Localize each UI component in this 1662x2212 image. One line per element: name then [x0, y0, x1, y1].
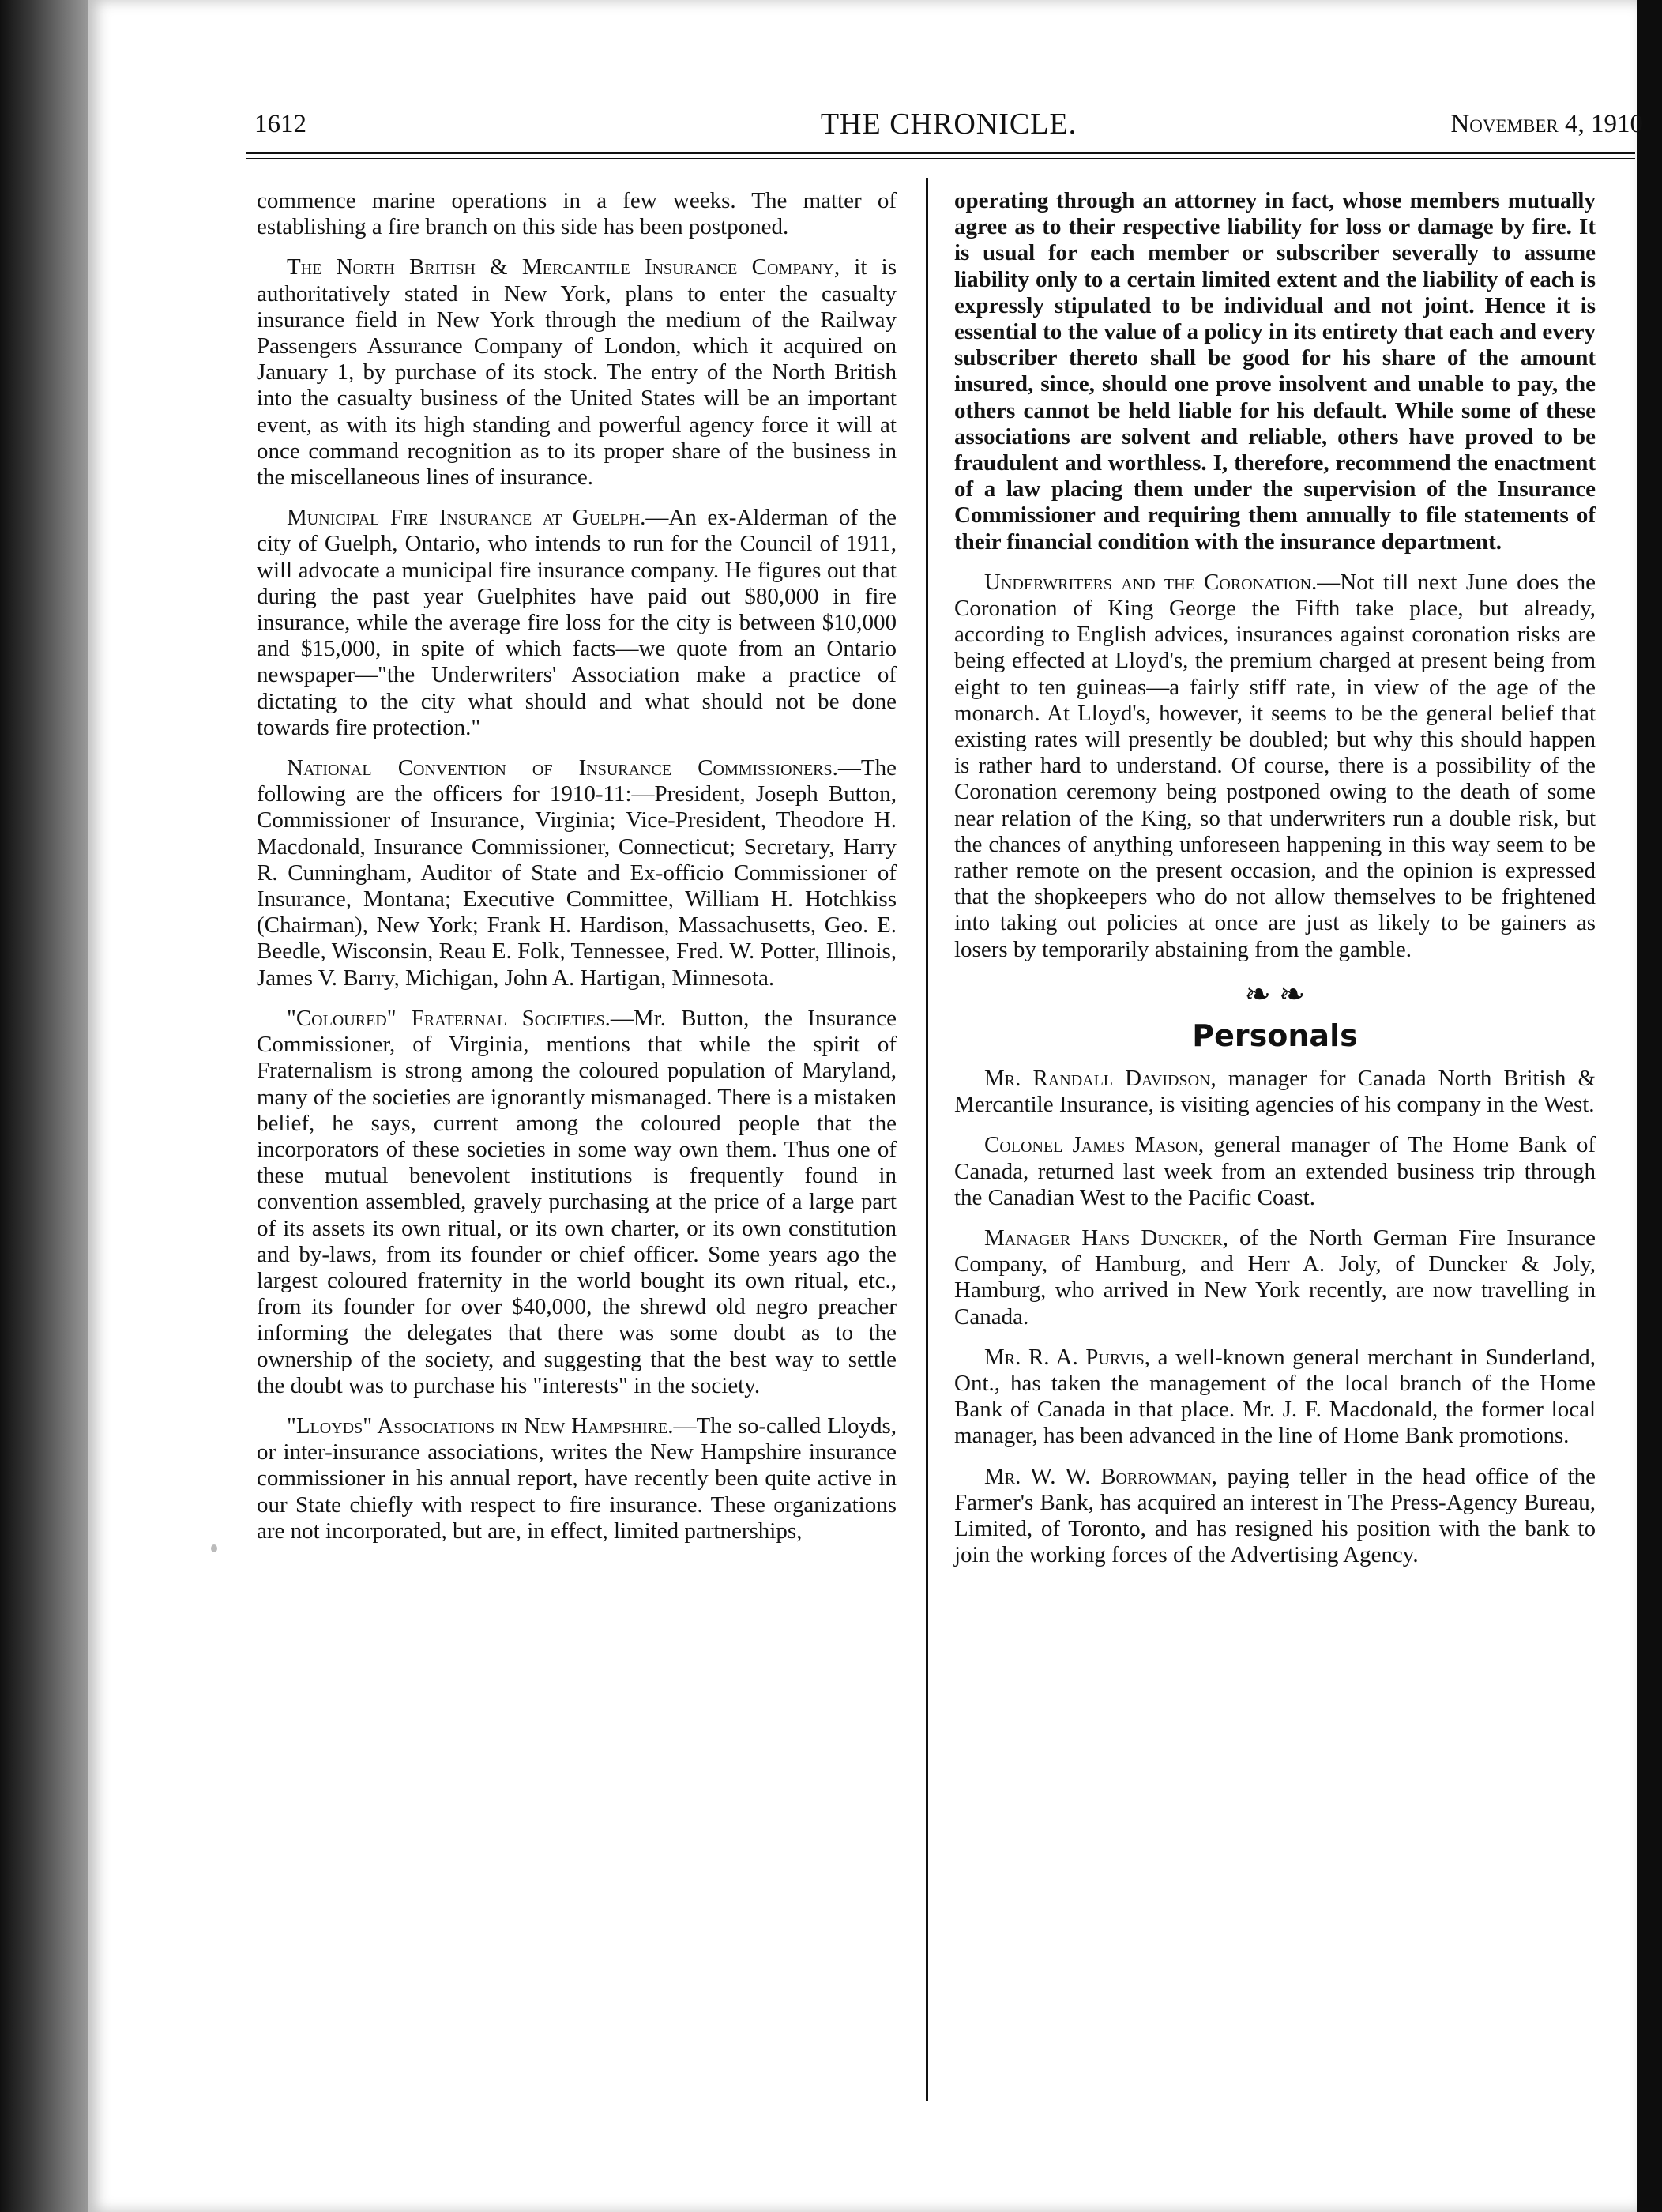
article-continuation: commence marine operations in a few weeks. The matter of establishing a fire branch on this side has been postponed.	[257, 188, 897, 240]
article-body: —The so-called Lloyds, or inter-insurance associations, writes the New Hampshire insurance commissioner in his annual report, have recently been quite active in our State chiefly with respect to fire insurance. These organizations are not incorporated, but are, in effect, limited partnerships,	[257, 1413, 897, 1544]
article-lead: Municipal Fire Insurance at Guelph.	[287, 505, 646, 531]
personal-body: general manager of The Home Bank of Canada, returned last week from an extended business trip through the Canadian West to the Pacific Coast.	[954, 1132, 1596, 1210]
paper-blemish	[211, 1544, 217, 1552]
article-body: —An ex-Alderman of the city of Guelph, Ontario, who intends to run for the Council of 1911, will advocate a municipal fire insurance company. He figures out that during the past year Guelphites have paid out $80,000 in fire insurance, while the average fire loss for the city is between $10,000 and $15,000, in spite of which facts—we quote from an Ontario newspaper—"the Underwriters' Association make a practice of dictating to the city what should and what should not be done towards fire protection."	[257, 505, 897, 740]
article-lead: "Lloyds" Associations in New Hampshire.	[287, 1413, 674, 1439]
page-header	[254, 107, 1643, 146]
article-body: it is authoritatively stated in New York, plans to enter the casualty insurance field in New York through the medium of the Railway Passengers Assurance Company of London, which it acquired on January 1, by purchase of its stock. The entry of the North British into the casualty business of the United States will be an important event, as with its high standing and powerful agency force it will at once command recognition as to its proper share of the business in the miscellaneous lines of insurance.	[257, 254, 897, 491]
article-coronation	[954, 570, 1596, 963]
article-lead: "Coloured" Fraternal Societies.	[287, 1005, 611, 1031]
left-column	[257, 188, 897, 1544]
article-body: —The following are the officers for 1910-11:—President, Joseph Button, Commissioner of Insurance, Virginia; Vice-President, Theodore H. Macdonald, Insurance Commissioner, Connecticut; Secretary, Harry R. Cunningham, Auditor of State and Ex-officio Commissioner of Insurance, Montana; Executive Committee, William H. Hotchkiss (Chairman), New York; Frank H. Hardison, Massachusetts, Geo. E. Beedle, Wisconsin, Reau E. Folk, Tennessee, Fred. W. Potter, Illinois, James V. Barry, Michigan, John A. Hartigan, Minnesota.	[257, 755, 897, 991]
personal-body: paying teller in the head office of the Farmer's Bank, has acquired an interest in The Press-Agency Bureau, Limited, of Toronto, and has resigned his position with the bank to join the working forces of the Advertising Agency.	[954, 1463, 1596, 1568]
personal-item	[954, 1345, 1596, 1450]
article-lead: National Convention of Insurance Commissioners.	[287, 755, 838, 781]
personals-heading: Personals	[1192, 1018, 1358, 1053]
personal-body: of the North German Fire Insurance Company, of Hamburg, and Herr A. Joly, of Duncker & Joly, Hamburg, who arrived in New York recently, are now travelling in Canada.	[954, 1224, 1596, 1330]
article-lloyds-associations	[257, 1413, 897, 1544]
personal-name: Manager Hans Duncker,	[984, 1224, 1228, 1251]
article-guelph	[257, 505, 897, 741]
page-number: 1612	[254, 110, 306, 138]
personal-item	[954, 1132, 1596, 1211]
section-ornament-icon: ❧ ❧	[1244, 976, 1306, 1012]
article-body: —Not till next June does the Coronation of King George the Fifth take place, but already, according to English advices, insurances against coronation risks are being effected at Lloyd's, the premium charged at present being from eight to ten guineas—a fairly stiff rate, in view of the age of the monarch. At Lloyd's, however, it seems to be the general belief that existing rates will presently be doubled; but why this should happen is rather hard to understand. Of course, there is a possibility of the Coronation ceremony being postponed owing to the death of some near relation of the King, so that underwriters run a double risk, but the chances of anything unforeseen happening in this way seem to be rather remote on the present occasion, and the opinion is expressed that the shopkeepers who do not allow themselves to be frightened into taking out policies at once are just as likely to be gainers as losers by temporarily abstaining from the gamble.	[954, 569, 1596, 962]
personal-name: Mr. W. W. Borrowman,	[984, 1463, 1217, 1489]
personal-body: manager for Canada North British & Mercantile Insurance, is visiting agencies of his company in the West.	[954, 1065, 1596, 1118]
personal-name: Colonel James Mason,	[984, 1132, 1205, 1158]
article-lead: The North British & Mercantile Insurance Company,	[287, 254, 840, 280]
article-national-convention	[257, 755, 897, 991]
article-body: —Mr. Button, the Insurance Commissioner, of Virginia, mentions that while the spirit of Fraternalism is strong among the coloured population of Maryland, many of the societies are ignorantly mismanaged. There is a mistaken belief, he says, current among the coloured people that the incorporators of these societies in some way own them. Thus one of these mutual benevolent institutions is frequently found in convention assembled, gravely purchasing at the price of a large part of its assets its own ritual, or its own charter, or its own constitution and by-laws, from its founder or chief officer. Some years ago the largest coloured fraternity in the world bought its own ritual, etc., from its founder for over $40,000, the shrewd old negro preacher informing the delegates that there was some doubt as to the ownership of the society, and suggesting that the best way to settle the doubt was to purchase his "interests" in the society.	[257, 1005, 897, 1398]
right-column	[954, 188, 1596, 1568]
header-rule	[246, 152, 1635, 154]
article-lead: Underwriters and the Coronation.	[984, 569, 1318, 595]
personal-body: a well-known general merchant in Sunderland, Ont., has taken the management of the local branch of the Home Bank of Canada in that place. Mr. J. F. Macdonald, the former local manager, has been advanced in the line of Home Bank promotions.	[954, 1344, 1596, 1449]
personal-name: Mr. R. A. Purvis,	[984, 1344, 1151, 1370]
article-coloured-fraternal	[257, 1006, 897, 1399]
book-binding-edge	[0, 0, 88, 2212]
personal-item	[954, 1066, 1596, 1118]
personal-name: Mr. Randall Davidson,	[984, 1065, 1216, 1091]
personal-item	[954, 1225, 1596, 1330]
personal-item	[954, 1464, 1596, 1569]
issue-date: November 4, 1910	[1450, 110, 1643, 138]
header-rule-thin	[246, 158, 1635, 159]
article-north-british	[257, 254, 897, 491]
article-lloyds-continuation: operating through an attorney in fact, whose members mutually agree as to their respective liability for loss or damage by fire. It is usual for each member or subscriber severally to assume liability only to a certain limited extent and the liability of each is expressly stipulated to be individual and not joint. Hence it is essential to the value of a policy in its entirety that each and every subscriber thereto shall be good for his share of the amount insured, since, should one prove insolvent and unable to pay, the others cannot be held liable for his default. While some of these associations are solvent and reliable, others have proved to be fraudulent and worthless. I, therefore, recommend the enactment of a law placing them under the supervision of the Insurance Commissioner and requiring them annually to file statements of their financial condition with the insurance department.	[954, 188, 1596, 555]
publication-title: THE CHRONICLE.	[820, 107, 1077, 141]
column-divider	[926, 178, 928, 2101]
